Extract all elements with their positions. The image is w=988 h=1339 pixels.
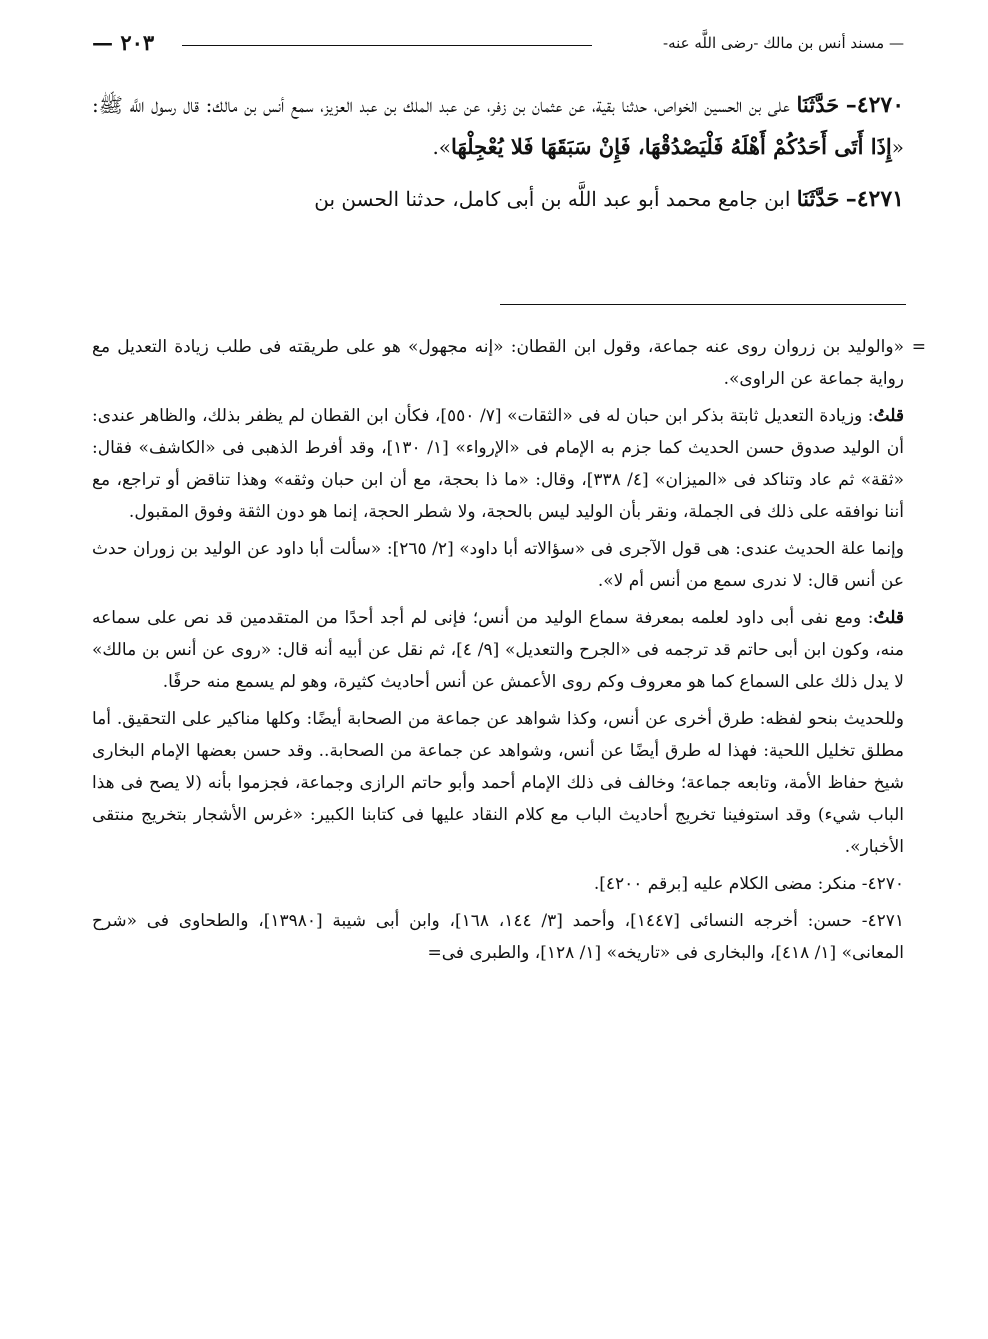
main-text	[92, 84, 904, 220]
footnotes	[92, 331, 926, 969]
footnote-paragraph	[92, 602, 904, 698]
qultu-label: قلتُ	[873, 608, 904, 628]
hadith-4270	[92, 84, 904, 168]
hadith-dash: –	[845, 186, 857, 212]
footnote-takhrij-4270: ٤٢٧٠- منكر: مضى الكلام عليه [برقم ٤٢٠٠].	[593, 874, 904, 894]
footnote-text: : ومع نفى أبى داود لعلمه بمعرفة سماع الوليد من أنس؛ فإنى لم أجد أحدًا من المتقدمين قد نص على سماعه منه، وكون ابن أبى حاتم قد ترجمه فى «الجرح والتعديل» [٩/ ٤]، ثم نقل عن أبيه أنه قال: «روى عن أنس بن مالك» لا يدل ذلك على السماع كما هو معروف وكم روى الأعمش عن أنس أحاديث كثيرة، وهو لم يسمع منه حرفًا.	[92, 608, 904, 692]
hadith-ending: ».	[432, 135, 452, 159]
qultu-label: قلتُ	[873, 406, 904, 426]
haddathana: حَدَّثَنَا	[796, 186, 840, 211]
hadith-matn: إِذَا أَتَى أَحَدُكُمْ أَهْلَهُ فَلْيَصْدُقْهَا، فَإِنْ سَبَقَهَا فَلا يُعْجِلْهَا	[451, 134, 892, 159]
hadith-number: ٤٢٧٠	[856, 92, 905, 118]
header-dash-left: —	[92, 30, 113, 55]
header-dash-right: —	[889, 34, 904, 52]
footnote-separator	[500, 304, 906, 305]
hadith-isnad: ابن جامع محمد أبو عبد اللَّه بن أبى كامل، حدثنا الحسن بن	[314, 187, 791, 211]
footnote-paragraph: «والوليد بن زروان روى عنه جماعة، وقول ابن القطان: «إنه مجهول» هو على طريقته فى طلب زيادة التعديل مع رواية جماعة عن الراوى».	[92, 337, 904, 389]
footnote-paragraph: وإنما علة الحديث عندى: هى قول الآجرى فى «سؤالاته أبا داود» [٢/ ٢٦٥]: «سألت أبا داود عن الوليد بن زوران حدث عن أنس قال: لا ندرى سمع من أنس أم لا».	[92, 539, 904, 591]
footnote-paragraph	[92, 400, 904, 528]
header-title	[663, 34, 904, 52]
page-number-text: ٢٠٣	[120, 30, 155, 55]
footnote-paragraph: وللحديث بنحو لفظه: طرق أخرى عن أنس، وكذا شواهد عن جماعة من الصحابة أيضًا: وكلها مناكير على التحقيق. أما مطلق تخليل اللحية: فهذا له طرق أيضًا عن أنس، وشواهد عن جماعة من الصحابة.. وقد حسن بعضها الإمام البخارى شيخ حفاظ الأمة، وتابعه جماعة؛ وخالف فى ذلك الإمام أحمد وأبو حاتم الرازى وجماعة، فجزموا بأنه (لا يصح فى هذا الباب شيء) وقد استوفينا تخريج أحاديث الباب مع كلام النقاد عليها فى كتابنا الكبير: «غرس الأشجار بتخريج منتقى الأخبار».	[92, 709, 904, 857]
header-rule	[182, 45, 592, 46]
hadith-isnad: على بن الحسين الخواص، حدثنا بقية، عن عثمان بن زفر، عن عبد الملك بن عبد العزيز، سمع أنس بن مالك: قال رسول اللَّه ﷺ: «	[92, 93, 904, 159]
header-title-text: مسند أنس بن مالك -رضى اللَّه عنه-	[663, 34, 885, 52]
page-number	[92, 30, 154, 55]
hadith-number: ٤٢٧١	[856, 186, 904, 212]
haddathana: حَدَّثَنَا	[796, 92, 840, 117]
continuation-mark: =	[911, 337, 926, 357]
hadith-4271	[92, 178, 904, 220]
hadith-dash: –	[845, 92, 857, 118]
running-header	[92, 30, 904, 60]
footnote-text: : وزيادة التعديل ثابتة بذكر ابن حبان له فى «الثقات» [٧/ ٥٥٠]، فكأن ابن القطان لم يظفر بذلك، والظاهر عندى: أن الوليد صدوق حسن الحديث كما جزم به الإمام فى «الإرواء» [١/ ١٣٠]، وقد أفرط الذهبى فى «الكاشف» فقال: «ثقة» ثم عاد وتناكد فى «الميزان» [٤/ ٣٣٨]، وقال: «ما ذا بحجة، مع أن ابن حبان وثقه» وهذا تناقض أو تراجع، مع أننا نوافقه على ذلك فى الجملة، ونقر بأن الوليد ليس بالحجة، ولا شطر الحجة، إنما هو دون الثقة وفوق المقبول.	[92, 406, 904, 522]
footnote-takhrij-4271: ٤٢٧١- حسن: أخرجه النسائى [١٤٤٧]، وأحمد [٣/ ١٤٤، ١٦٨]، وابن أبى شيبة [١٣٩٨٠]، والطحاوى فى «شرح المعانى» [١/ ٤١٨]، والبخارى فى «تاريخه» [١/ ١٢٨]، والطبرى فى=	[92, 911, 904, 963]
